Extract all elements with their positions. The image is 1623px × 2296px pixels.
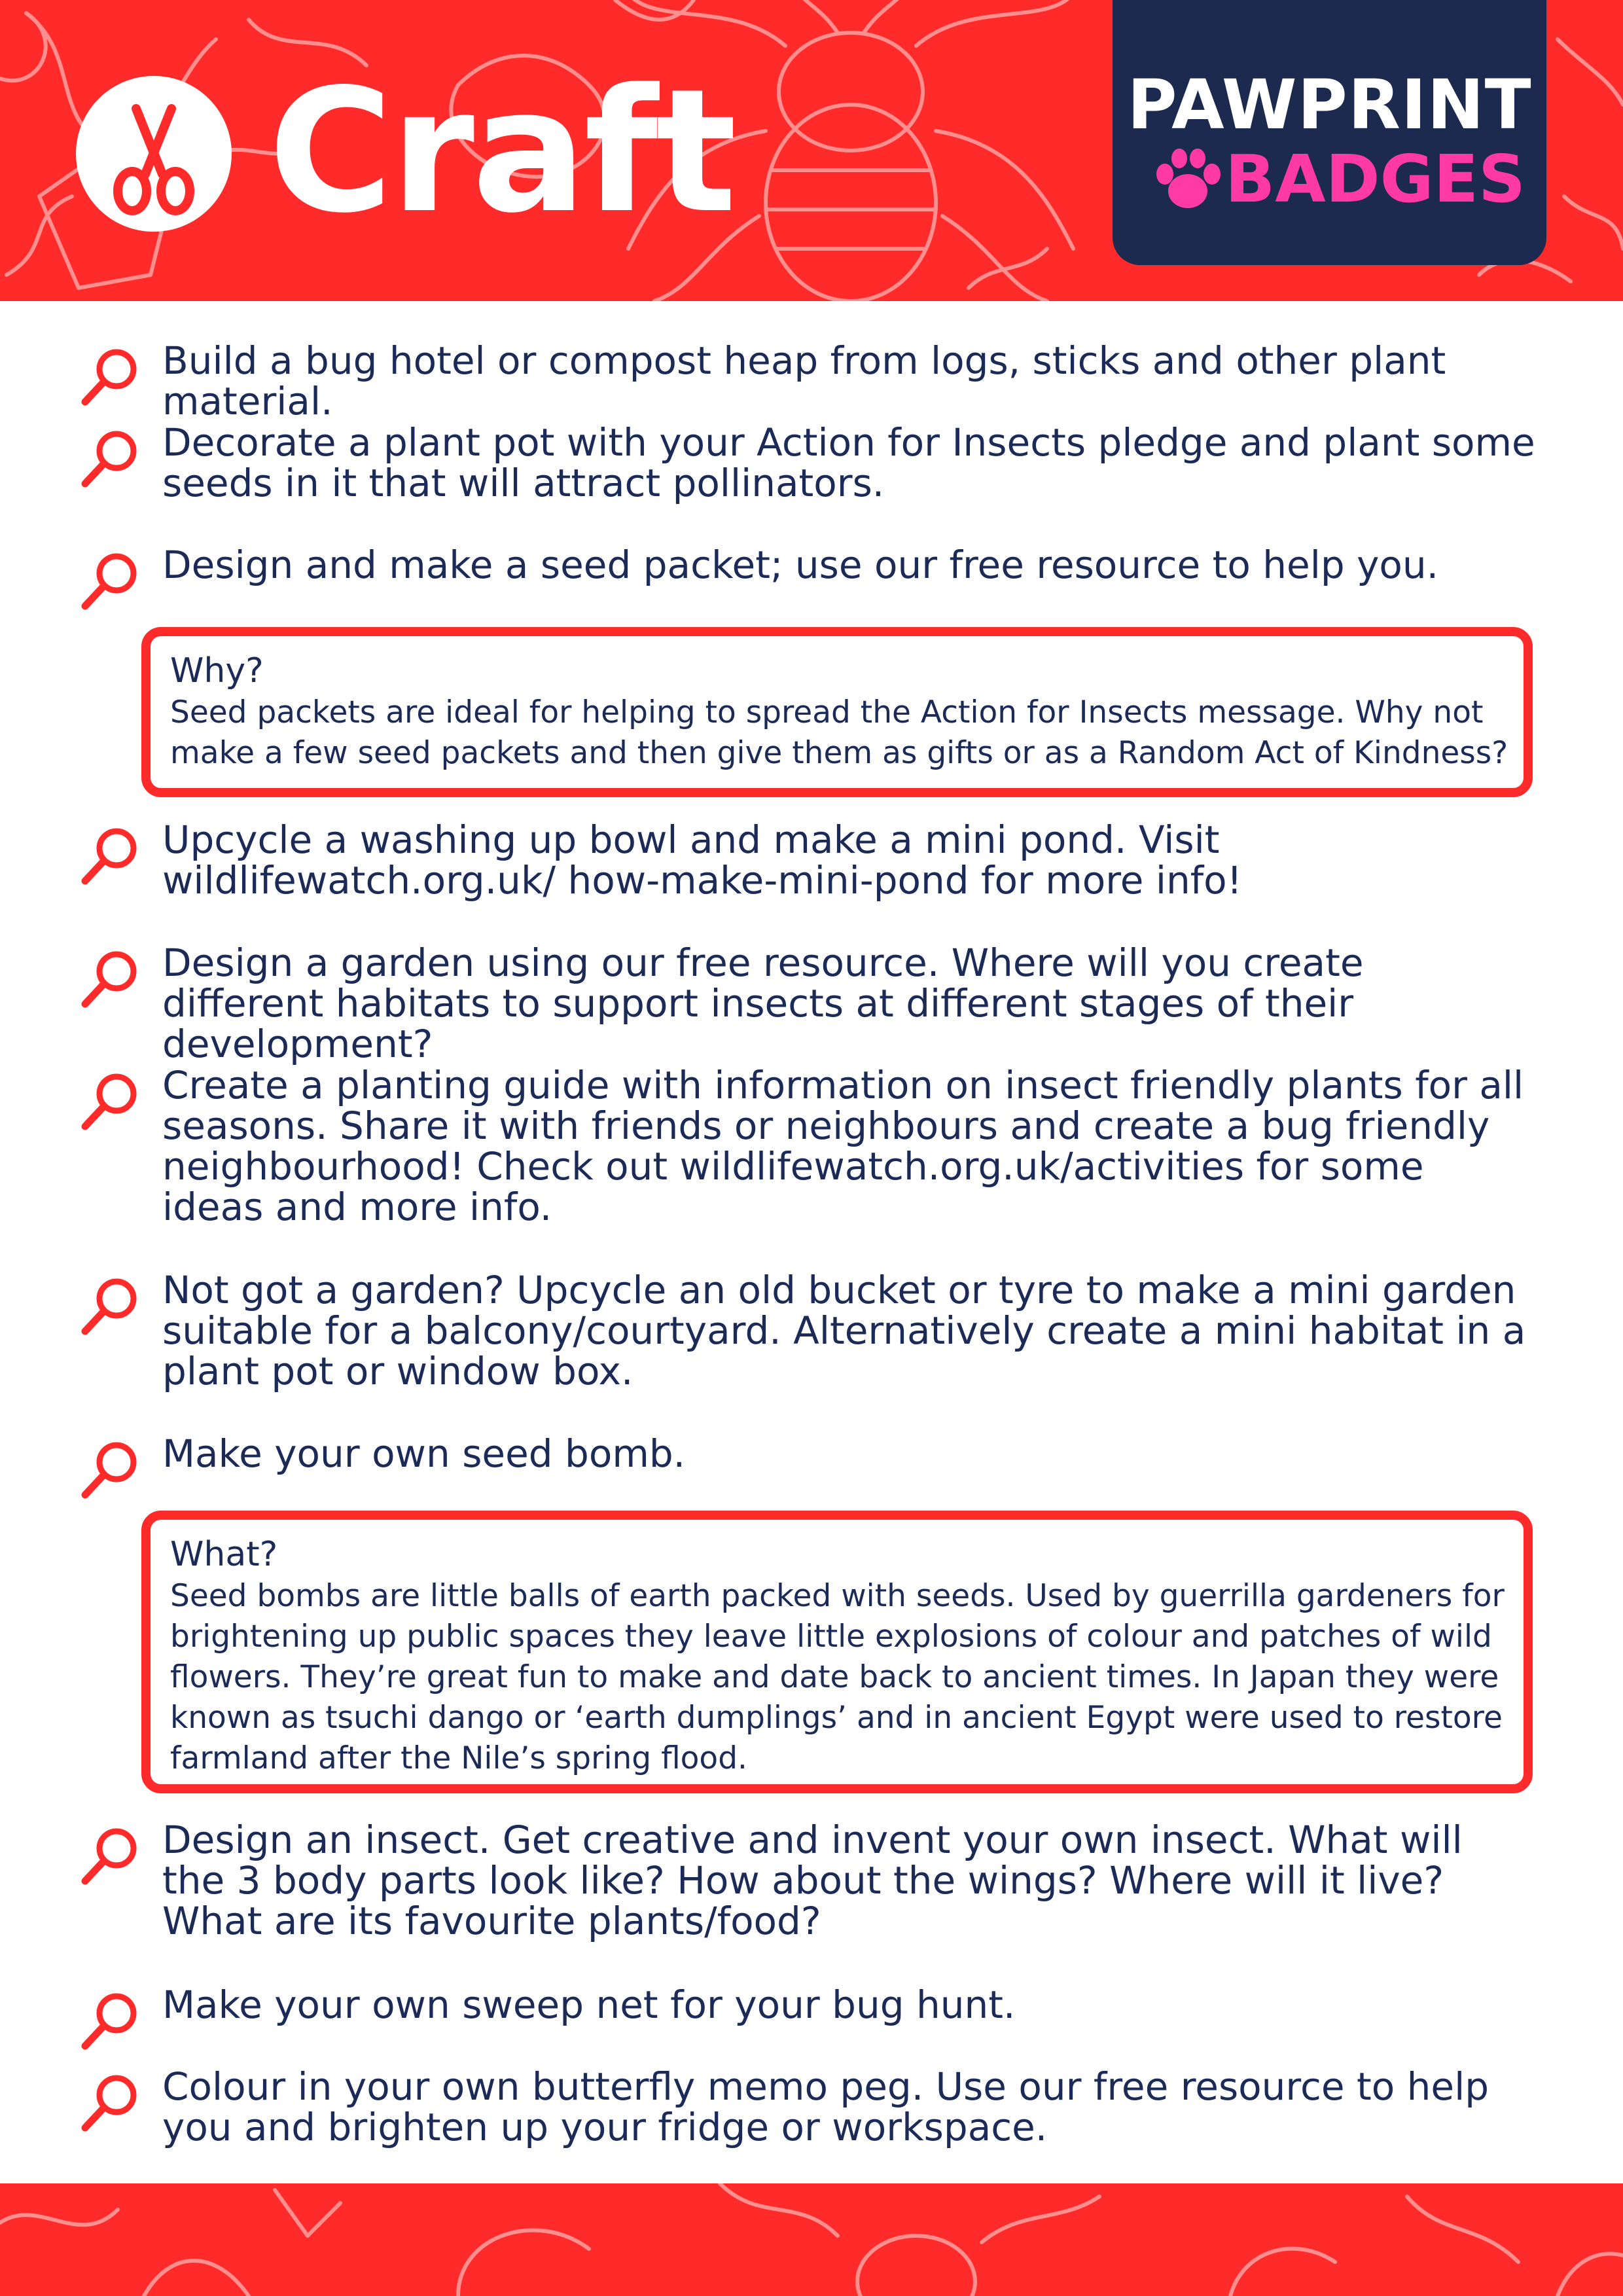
item-text: Make your own seed bomb. — [162, 1431, 686, 1476]
item-text: Design and make a seed packet; use our free resource to help you. — [162, 543, 1439, 587]
paw-icon — [1152, 148, 1224, 213]
item-text: Make your own sweep net for your bug hunt. — [162, 1982, 1016, 2027]
magnifier-icon — [79, 2072, 141, 2134]
what-note-box — [141, 1511, 1533, 1793]
item-text: Design an insect. Get creative and invent your own insect. What will the 3 body parts look like? How about the wings? Where will it live? What are its favourite plants/food? — [162, 1818, 1463, 1943]
pawprint-badges-logo — [1113, 0, 1546, 265]
magnifier-icon — [79, 1070, 141, 1133]
magnifier-icon — [79, 825, 141, 888]
header-banner — [0, 0, 1623, 301]
brand-line-2: BADGES — [1225, 141, 1526, 217]
magnifier-icon — [79, 1439, 141, 1501]
scissors-badge — [76, 76, 232, 232]
magnifier-icon — [79, 948, 141, 1011]
magnifier-icon — [79, 1825, 141, 1888]
item-text: Not got a garden? Upcycle an old bucket or tyre to make a mini garden suitable for a balcony/courtyard. Alternatively create a mini habitat in a plant pot or window box. — [162, 1268, 1526, 1393]
brand-line-1: PAWPRINT — [1127, 65, 1532, 145]
magnifier-icon — [79, 427, 141, 490]
item-text: Colour in your own butterfly memo peg. Use our free resource to help you and brighten up your fridge or workspace. — [162, 2064, 1489, 2149]
note-body: Seed packets are ideal for helping to spread the Action for Insects message. Why not make a few seed packets and then give them as gifts or as a Random Act of Kindness? — [170, 694, 1508, 771]
page-title: Craft — [268, 53, 734, 251]
note-title: What? — [170, 1535, 278, 1574]
scissors-icon — [76, 76, 232, 232]
why-note-box — [141, 627, 1533, 797]
note-body: Seed bombs are little balls of earth packed with seeds. Used by guerrilla gardeners for brightening up public spaces they leave little explosions of colour and patches of wild flowers. They’re great fun to make and date back to ancient times. In Japan they were known as tsuchi dango or ‘earth dumplings’ and in ancient Egypt were used to restore farmland after the Nile’s spring flood. — [170, 1578, 1505, 1776]
footer-banner — [0, 2183, 1623, 2296]
item-text: Create a planting guide with information on insect friendly plants for all seasons. Share it with friends or neighbours and create a bug friendly neighbourhood! Check out wildlifewatch.org.uk/activities for some ideas and more info. — [162, 1063, 1524, 1229]
item-text: Decorate a plant pot with your Action for Insects pledge and plant some seeds in it that will attract pollinators. — [162, 420, 1535, 505]
note-title: Why? — [170, 651, 264, 691]
item-text: Upcycle a washing up bowl and make a mini pond. Visit wildlifewatch.org.uk/ how-make-mini-pond for more info! — [162, 817, 1242, 903]
magnifier-icon — [79, 1275, 141, 1338]
magnifier-icon — [79, 550, 141, 613]
item-text: Build a bug hotel or compost heap from logs, sticks and other plant material. — [162, 338, 1446, 423]
insect-doodle-footer — [0, 2183, 1623, 2296]
magnifier-icon — [79, 346, 141, 408]
magnifier-icon — [79, 1990, 141, 2053]
item-text: Design a garden using our free resource. Where will you create different habitats to support insects at different stages of their development? — [162, 941, 1364, 1066]
